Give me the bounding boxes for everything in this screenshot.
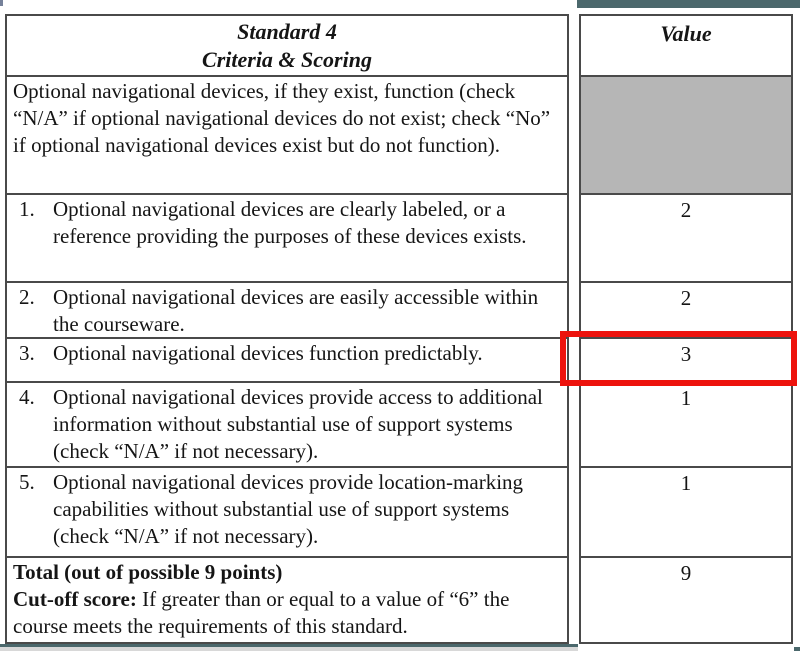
cutoff-label: Cut-off score: bbox=[13, 587, 137, 611]
row-text: Optional navigational devices function predictably. bbox=[53, 341, 483, 365]
bottom-edge-bar bbox=[0, 644, 578, 651]
row-number: 3. bbox=[19, 341, 35, 365]
cutoff-line bbox=[13, 586, 559, 640]
value-cell-total: 9 bbox=[680, 561, 692, 585]
top-left-artifact bbox=[0, 0, 3, 6]
row-number: 2. bbox=[19, 285, 35, 309]
criteria-row-4 bbox=[7, 383, 567, 468]
value-cell-5: 1 bbox=[581, 468, 791, 558]
red-highlight-box bbox=[560, 331, 797, 386]
row-number: 4. bbox=[19, 385, 35, 409]
criteria-header-cell bbox=[7, 16, 567, 77]
value-cell-2: 2 bbox=[581, 283, 791, 339]
row-text: Optional navigational devices provide access to additional information without substantial use of support systems (check “N/A” if not necessary). bbox=[53, 385, 543, 463]
value-column bbox=[579, 14, 793, 644]
value-cell-4: 1 bbox=[581, 383, 791, 468]
criteria-row-optional-function bbox=[7, 77, 567, 195]
value-cell-shaded bbox=[581, 77, 791, 195]
row-text: Optional navigational devices, if they exist, function (check “N/A” if optional navigational devices do not exist; check “No” if optional navigational devices exist but do not function). bbox=[13, 79, 551, 157]
cutoff-text: If greater than or equal to a value of “6” the course meets the requirements of this standard. bbox=[13, 587, 510, 638]
criteria-row-3 bbox=[7, 339, 567, 383]
criteria-column bbox=[5, 14, 569, 644]
standard-title: Standard 4 bbox=[237, 19, 337, 44]
top-right-edge-bar bbox=[577, 0, 800, 8]
bottom-right-artifact bbox=[794, 647, 800, 651]
criteria-row-2 bbox=[7, 283, 567, 339]
row-text: Optional navigational devices provide location-marking capabilities without substantial use of support systems (check “N/A” if not necessary). bbox=[53, 470, 524, 548]
criteria-row-5 bbox=[7, 468, 567, 558]
criteria-row-1 bbox=[7, 195, 567, 283]
value-cell-1: 2 bbox=[581, 195, 791, 283]
value-header-cell: Value bbox=[581, 16, 791, 77]
row-number: 5. bbox=[19, 470, 35, 494]
value-cell-3: 3 bbox=[581, 339, 791, 383]
row-text: Optional navigational devices are clearly labeled, or a reference providing the purposes of these devices exists. bbox=[53, 197, 527, 248]
row-number: 1. bbox=[19, 197, 35, 221]
row-text: Optional navigational devices are easily accessible within the courseware. bbox=[53, 285, 539, 336]
total-label: Total (out of possible 9 points) bbox=[13, 560, 283, 584]
criteria-scoring-subtitle: Criteria & Scoring bbox=[202, 47, 372, 72]
total-row bbox=[7, 558, 567, 642]
